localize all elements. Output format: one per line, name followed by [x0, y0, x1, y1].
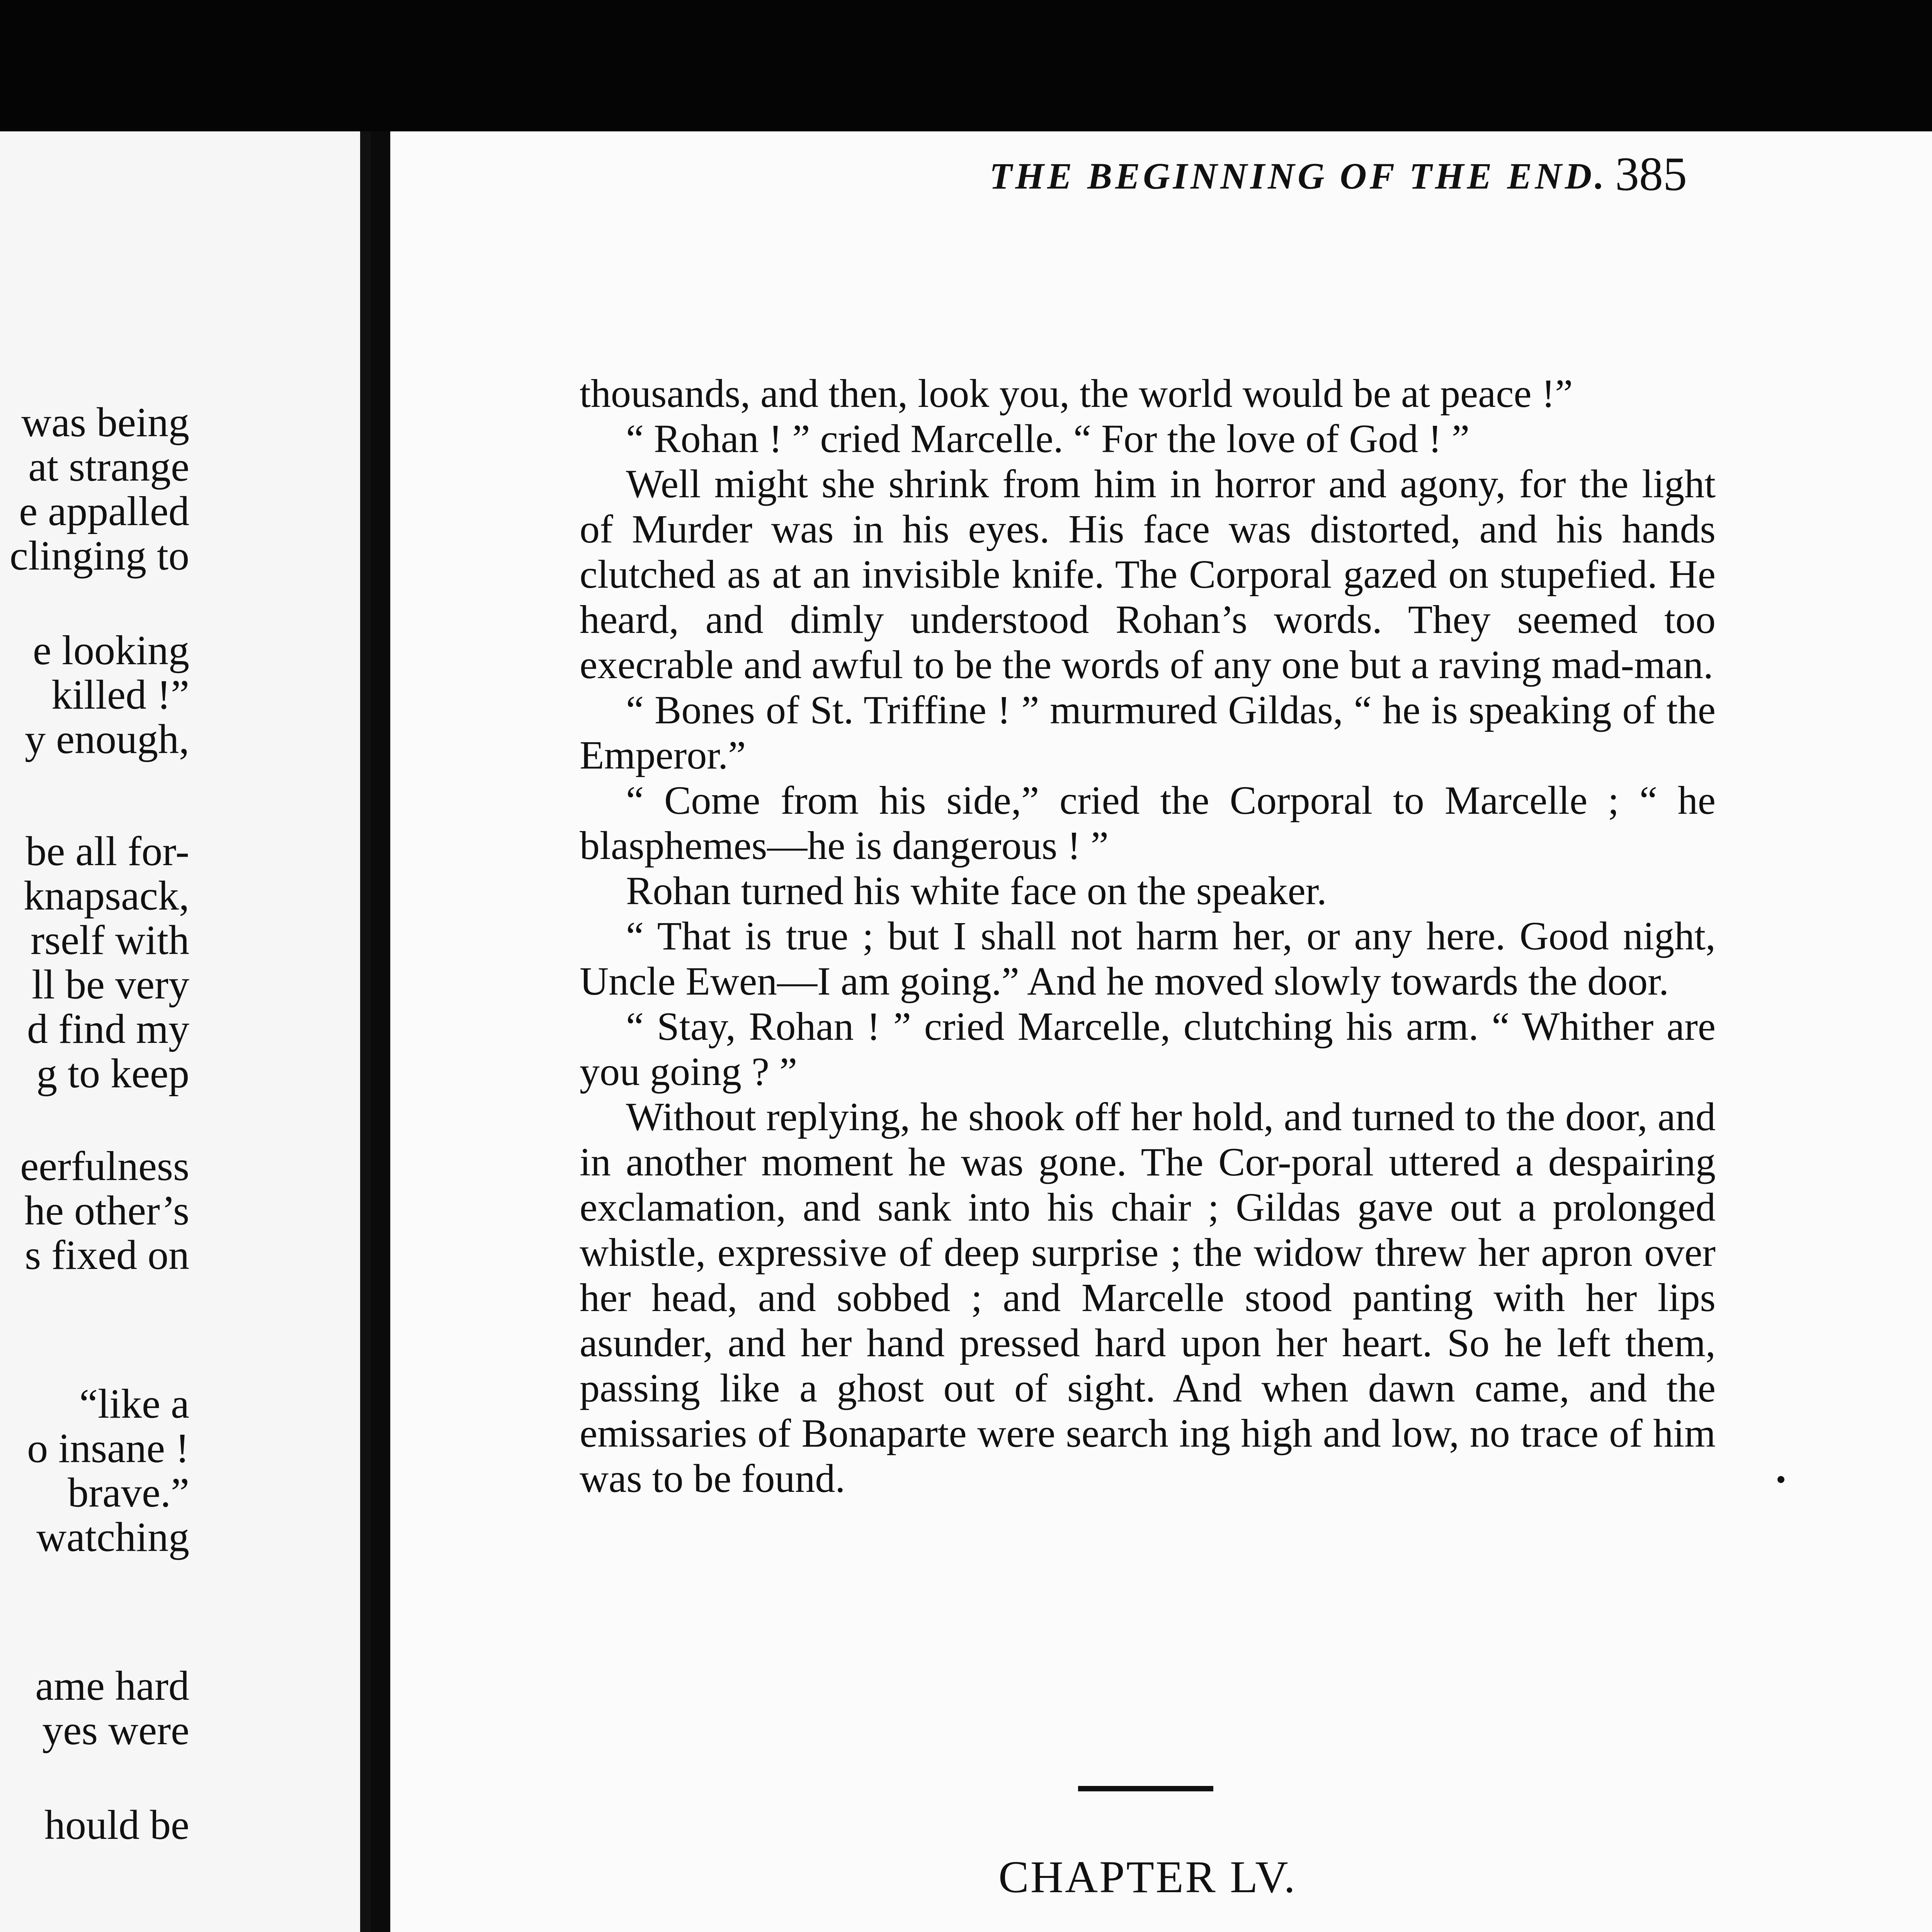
left-page-line: s fixed on — [25, 1232, 189, 1278]
left-page-line: killed !” — [51, 672, 189, 718]
page-number: 385 — [1615, 148, 1687, 201]
paragraph: Well might she shrink from him in horror and agony, for the light of Murder was in his eyes. His face was distorted, and his hands clutched as at an invisible knife. The Corporal gazed on stupefied. He heard, and dimly understood Rohan’s words. They seemed too execrable and awful to be the words of any one but a raving mad-man. — [580, 462, 1716, 687]
section-divider-rule — [1078, 1786, 1213, 1791]
running-head: THE BEGINNING OF THE END. — [989, 155, 1607, 197]
book-spine — [371, 131, 390, 1932]
left-page-line: e looking — [33, 628, 189, 673]
left-page-line: at strange — [28, 444, 189, 490]
paragraph: “ Rohan ! ” cried Marcelle. “ For the love of God ! ” — [626, 417, 1470, 461]
paragraph: “ Come from his side,” cried the Corporal to Marcelle ; “ he blasphemes—he is dangerous ! ” — [580, 778, 1716, 868]
left-page-line: watching — [36, 1514, 189, 1560]
left-page-line: y enough, — [25, 716, 189, 762]
paragraph: “ Stay, Rohan ! ” cried Marcelle, clutching his arm. “ Whither are you going ? ” — [580, 1004, 1716, 1094]
left-page-line: ame hard — [35, 1663, 189, 1709]
paragraph: thousands, and then, look you, the world would be at peace !” — [580, 371, 1573, 416]
left-page-line: o insane ! — [27, 1425, 189, 1471]
left-page-line: e appalled — [19, 488, 189, 534]
paragraph: “ That is true ; but I shall not harm her, or any here. Good night, Uncle Ewen—I am going.” And he moved slowly towards the door. — [580, 914, 1716, 1003]
left-page-line: was being — [21, 400, 189, 446]
left-page-line: ll be very — [32, 962, 189, 1008]
left-page-line: be all for- — [26, 828, 189, 874]
left-page-line: eerfulness — [20, 1143, 189, 1189]
previous-page-fragment — [0, 131, 371, 1932]
paragraph: Rohan turned his white face on the speaker. — [626, 869, 1327, 913]
left-page-gutter — [360, 131, 371, 1932]
left-page-line: brave.” — [68, 1470, 189, 1516]
left-page-line: rself with — [31, 917, 189, 963]
left-page-line: he other’s — [24, 1188, 189, 1234]
left-page-line: knapsack, — [24, 873, 189, 919]
body-text — [580, 371, 1716, 1501]
scan-speck — [1777, 1476, 1784, 1483]
left-page-line: “like a — [79, 1381, 189, 1427]
paragraph: “ Bones of St. Triffine ! ” murmured Gildas, “ he is speaking of the Emperor.” — [580, 688, 1716, 777]
left-page-line: g to keep — [36, 1051, 189, 1097]
left-page-line: yes were — [42, 1708, 189, 1753]
chapter-title: CHAPTER LV. — [998, 1852, 1297, 1902]
paragraph: Without replying, he shook off her hold, and turned to the door, and in another moment he was gone. The Cor-poral uttered a despairing exclamation, and sank into his chair ; Gildas gave out a prolonged whistle, expressive of deep surprise ; the widow threw her apron over her head, and sobbed ; and Marcelle stood panting with her lips asunder, and her hand pressed hard upon her heart. So he left them, passing like a ghost out of sight. And when dawn came, and the emissaries of Bonaparte were search ing high and low, no trace of him was to be found. — [580, 1095, 1716, 1501]
left-page-line: d find my — [27, 1006, 189, 1052]
scan-top-border — [0, 0, 1932, 131]
left-page-line: clinging to — [10, 533, 189, 579]
left-page-line: hould be — [44, 1802, 189, 1848]
